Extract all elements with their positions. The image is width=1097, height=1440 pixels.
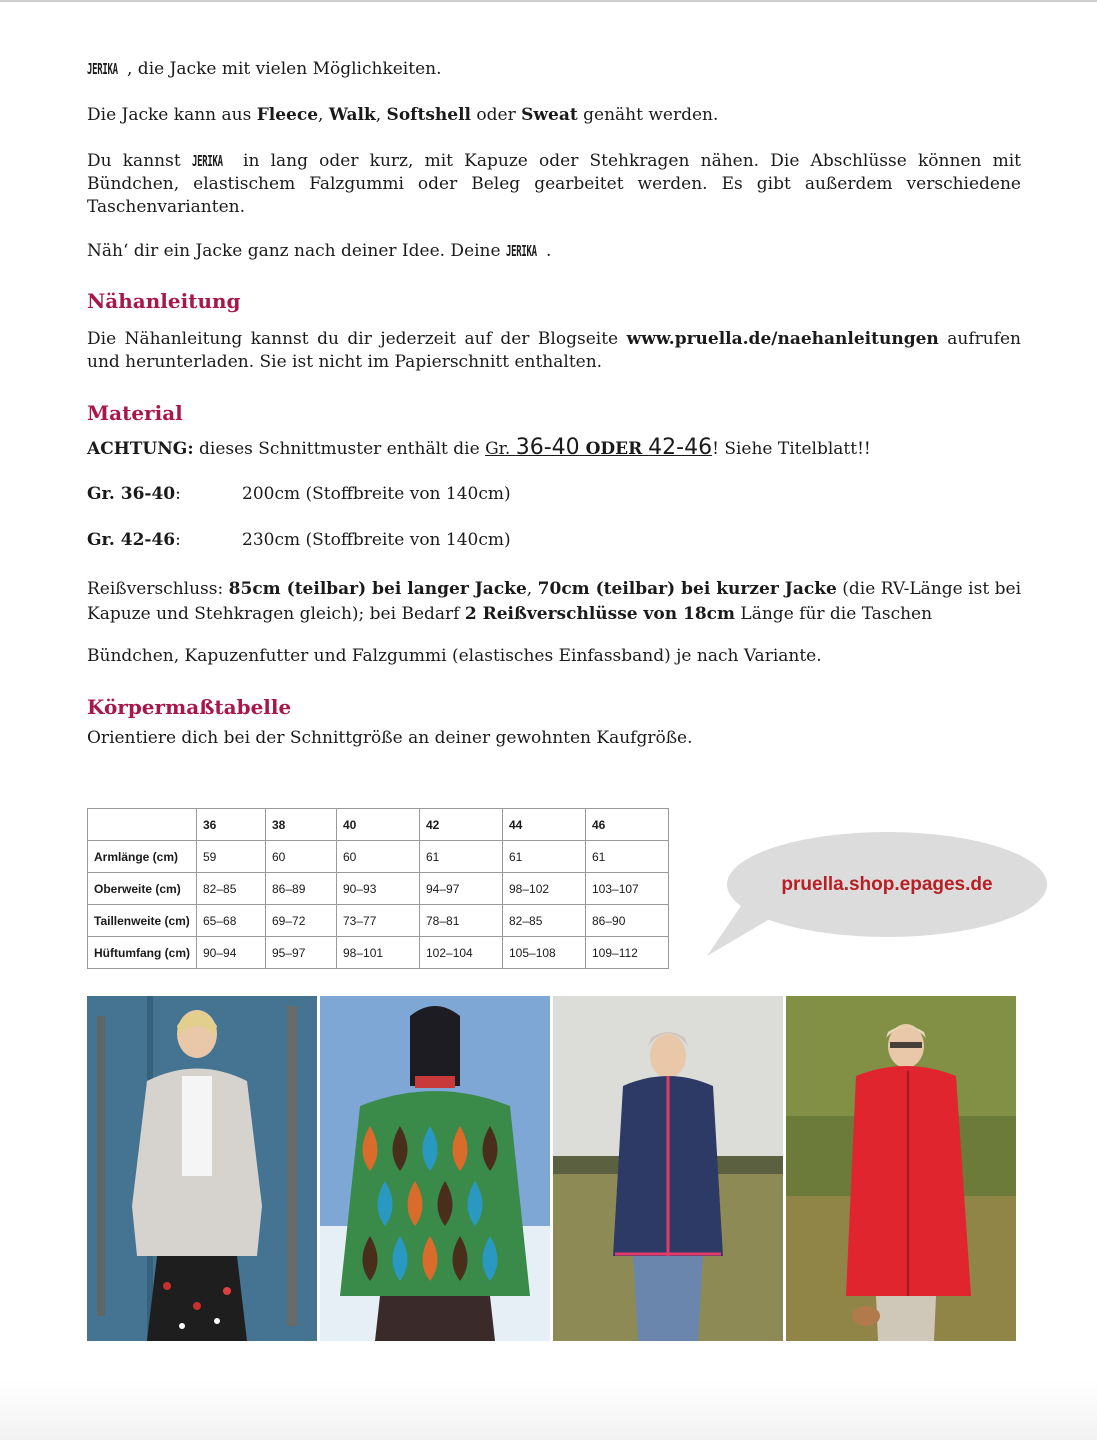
row-label: Oberweite (cm) xyxy=(88,873,197,905)
heading-koerpermass: Körpermaßtabelle xyxy=(87,695,292,719)
table-cell: 59 xyxy=(197,841,266,873)
table-header-cell xyxy=(88,809,197,841)
table-cell: 82–85 xyxy=(197,873,266,905)
page-bottom-shadow xyxy=(0,1380,1097,1440)
photo-patterned-softshell-back xyxy=(320,996,550,1341)
size1-value: 200cm (Stoffbreite von 140cm) xyxy=(242,484,511,504)
top-border xyxy=(0,0,1097,2)
row-label: Taillenweite (cm) xyxy=(88,905,197,937)
table-row xyxy=(88,905,669,937)
table-cell: 86–89 xyxy=(266,873,337,905)
naeh-text-b: aufrufen und herunterladen. Sie ist nicht im Papierschnitt enthalten. xyxy=(87,329,1022,372)
intro-line-2 xyxy=(87,104,1021,127)
table-cell: 105–108 xyxy=(503,937,586,969)
para3-a: Du kannst xyxy=(87,151,192,171)
intro-line-4 xyxy=(87,240,1021,263)
table-header-cell: 46 xyxy=(586,809,669,841)
table-cell: 61 xyxy=(586,841,669,873)
photo-strip xyxy=(87,996,1016,1341)
line2-end: genäht werden. xyxy=(577,105,719,125)
photo-woman-grey-fleece-jacket xyxy=(87,996,317,1341)
size-range-2: 42-46 xyxy=(648,435,713,460)
table-cell: 61 xyxy=(420,841,503,873)
intro-line-1 xyxy=(87,58,1021,81)
fabric-sweat: Sweat xyxy=(521,105,578,125)
zip-d: 70cm (teilbar) bei kurzer Jacke xyxy=(537,579,837,599)
para3-b: in lang oder kurz, mit Kapuze oder Stehkragen nähen. Die Abschlüsse können mit Bündchen, elastischem Falzgummi oder Beleg gearbeitet werden. Es gibt außerdem verschiedene Taschenvarianten. xyxy=(87,151,1021,217)
size-row-1 xyxy=(87,483,1021,506)
para4-b: . xyxy=(545,241,552,261)
size2-label-wrap: Gr. 42-46: xyxy=(87,530,181,550)
heading-naehanleitung: Nähanleitung xyxy=(87,289,241,313)
oder-bold: ODER xyxy=(579,439,649,459)
photo-red-quilted-coat xyxy=(786,996,1016,1341)
size-range-note xyxy=(485,435,713,460)
zip-e: (die RV-Länge ist bei Kapuze und Stehkragen gleich); bei Bedarf xyxy=(87,579,1022,624)
brand-logo-text-2: JERIKA xyxy=(191,152,223,170)
table-cell: 73–77 xyxy=(337,905,420,937)
table-header-cell: 38 xyxy=(266,809,337,841)
achtung-end: ! Siehe Titelblatt!! xyxy=(712,439,871,459)
zip-c: , xyxy=(526,579,538,599)
table-cell: 60 xyxy=(337,841,420,873)
achtung-text: dieses Schnittmuster enthält die xyxy=(193,439,486,459)
heading-material: Material xyxy=(87,401,183,425)
size-row-2 xyxy=(87,529,1021,552)
table-header-row xyxy=(88,809,669,841)
table-header-cell: 44 xyxy=(503,809,586,841)
line2-a: Die Jacke kann aus xyxy=(87,105,257,125)
koerpermass-intro: Orientiere dich bei der Schnittgröße an deiner gewohnten Kaufgröße. xyxy=(87,728,693,748)
comma-1: , xyxy=(318,105,329,125)
size1-label-wrap: Gr. 36-40: xyxy=(87,484,181,504)
naeh-text-a: Die Nähanleitung kannst du dir jederzeit auf der Blogseite xyxy=(87,329,627,349)
table-cell: 82–85 xyxy=(503,905,586,937)
table-cell: 98–101 xyxy=(337,937,420,969)
table-cell: 94–97 xyxy=(420,873,503,905)
size-range-1: 36-40 xyxy=(515,435,580,460)
photo-navy-softshell-field xyxy=(553,996,783,1341)
oder-text: oder xyxy=(471,105,522,125)
table-header-cell: 36 xyxy=(197,809,266,841)
row-label: Armlänge (cm) xyxy=(88,841,197,873)
zip-f: 2 Reißverschlüsse von 18cm xyxy=(464,604,736,624)
table-cell: 69–72 xyxy=(266,905,337,937)
shop-url-text[interactable]: pruella.shop.epages.de xyxy=(781,873,993,895)
table-header-cell: 42 xyxy=(420,809,503,841)
table-row xyxy=(88,937,669,969)
zipper-text xyxy=(87,577,1021,627)
fabric-softshell: Softshell xyxy=(386,105,471,125)
table-cell: 86–90 xyxy=(586,905,669,937)
table-row xyxy=(88,873,669,905)
table-header-cell: 40 xyxy=(337,809,420,841)
size1-label: Gr. 36-40 xyxy=(87,484,176,504)
fabric-walk: Walk xyxy=(328,105,376,125)
naehanleitung-text xyxy=(87,328,1021,374)
intro-line-1-text: , die Jacke mit vielen Möglichkeiten. xyxy=(127,59,442,79)
zip-a: Reißverschluss: xyxy=(87,579,229,599)
size-chart-table xyxy=(87,808,669,969)
achtung-line xyxy=(87,436,1021,461)
fabric-fleece: Fleece xyxy=(256,105,319,125)
blog-url-link[interactable]: www.pruella.de/naehanleitungen xyxy=(626,329,939,349)
table-cell: 61 xyxy=(503,841,586,873)
table-row xyxy=(88,841,669,873)
row-label: Hüftumfang (cm) xyxy=(88,937,197,969)
gr-prefix: Gr. xyxy=(485,439,516,459)
para4-a: Näh‘ dir ein Jacke ganz nach deiner Idee. Deine xyxy=(87,241,506,261)
zip-g: Länge für die Taschen xyxy=(735,604,933,624)
zip-b: 85cm (teilbar) bei langer Jacke xyxy=(228,579,527,599)
comma-2: , xyxy=(375,105,387,125)
table-cell: 102–104 xyxy=(420,937,503,969)
table-cell: 95–97 xyxy=(266,937,337,969)
intro-paragraph-variants xyxy=(87,150,1021,219)
shop-speech-bubble[interactable] xyxy=(727,832,1047,937)
table-cell: 65–68 xyxy=(197,905,266,937)
page-content xyxy=(87,58,1021,750)
brand-logo-text-3: JERIKA xyxy=(505,242,537,260)
table-cell: 109–112 xyxy=(586,937,669,969)
size2-value: 230cm (Stoffbreite von 140cm) xyxy=(242,530,511,550)
table-cell: 98–102 xyxy=(503,873,586,905)
achtung-label: ACHTUNG: xyxy=(87,439,194,459)
size2-label: Gr. 42-46 xyxy=(87,530,176,550)
extras-text: Bündchen, Kapuzenfutter und Falzgummi (elastisches Einfassband) je nach Variante. xyxy=(87,646,822,666)
table-cell: 90–94 xyxy=(197,937,266,969)
table-cell: 78–81 xyxy=(420,905,503,937)
table-cell: 60 xyxy=(266,841,337,873)
brand-logo-text: JERIKA xyxy=(87,60,118,78)
table-cell: 103–107 xyxy=(586,873,669,905)
table-cell: 90–93 xyxy=(337,873,420,905)
